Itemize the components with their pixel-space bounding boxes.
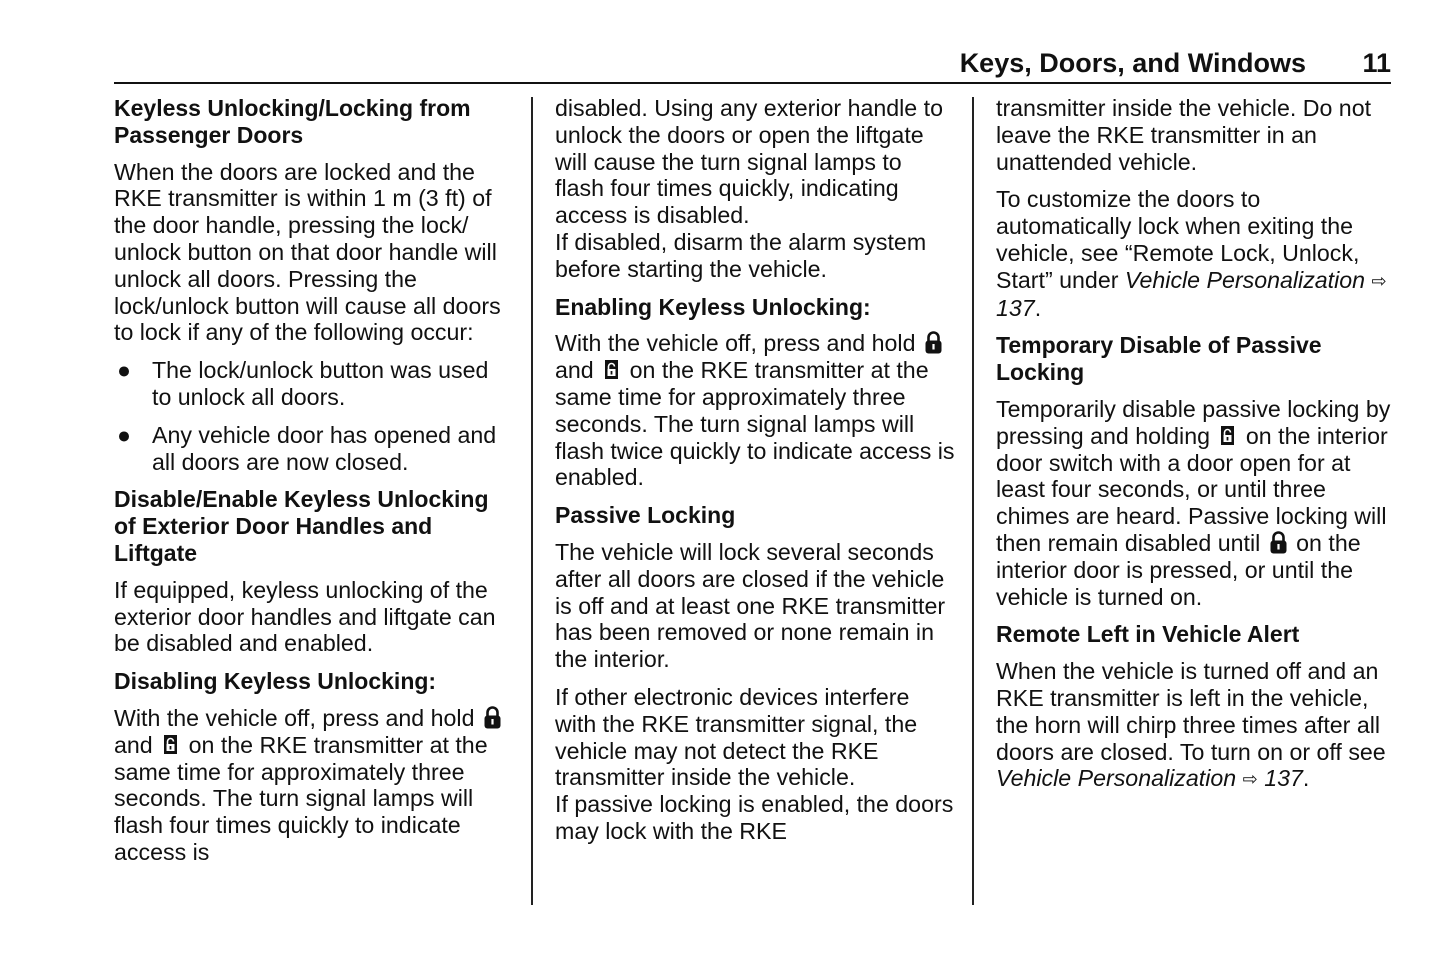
page-reference-arrow-icon: ⇨: [1371, 270, 1387, 291]
paragraph: To customize the doors to automatically lock when exiting the vehicle, see “Remote Lock, Unlock, Start” under Vehicle Personalization ⇨ 137.: [996, 186, 1387, 321]
bullet-list: [114, 357, 514, 475]
heading-remote-left-alert: Remote Left in Vehicle Alert: [996, 621, 1300, 648]
bullet-icon: ●: [117, 357, 132, 384]
column-3: [996, 95, 1396, 804]
section-title: Keys, Doors, and Windows: [959, 48, 1306, 78]
column-divider: [531, 97, 533, 905]
cross-reference-link[interactable]: Vehicle Personalization: [996, 765, 1237, 792]
heading-keyless-unlocking-passenger: Keyless Unlocking/Locking from Passenger Doors: [114, 95, 471, 148]
list-item: ● The lock/unlock button was used to unlock all doors.: [117, 357, 489, 410]
lock-icon: [483, 705, 502, 730]
paragraph: If disabled, disarm the alarm system before starting the vehicle.: [555, 228, 927, 282]
column-divider: [972, 97, 974, 905]
page-reference[interactable]: 137: [1264, 765, 1303, 792]
unlock-icon: [1218, 423, 1237, 448]
paragraph: If equipped, keyless unlocking of the exterior door handles and liftgate can be disabled and enabled.: [114, 576, 496, 657]
heading-enabling-keyless: Enabling Keyless Unlocking:: [555, 293, 871, 320]
heading-disable-enable: Disable/Enable Keyless Unlocking of Exterior Door Handles and Liftgate: [114, 486, 489, 566]
unlock-icon: [602, 357, 621, 382]
paragraph: With the vehicle off, press and hold and on the RKE transmitter at the same time for approximately three seconds. The turn signal lamps will flash four times quickly to indicate access is: [114, 705, 514, 866]
column-2: [555, 95, 955, 856]
paragraph: The vehicle will lock several seconds after all doors are closed if the vehicle is off and at least one RKE transmitter has been removed or none remain in the interior.: [555, 538, 946, 673]
page-header: [114, 44, 1391, 84]
column-1: [114, 95, 514, 877]
heading-passive-locking: Passive Locking: [555, 502, 736, 529]
page-reference-arrow-icon: ⇨: [1242, 769, 1258, 790]
paragraph: If passive locking is enabled, the doors may lock with the RKE: [555, 791, 954, 844]
page-number: 11: [1362, 48, 1391, 78]
paragraph: If other electronic devices interfere with the RKE transmitter signal, the vehicle may not detect the RKE transmitter inside the vehicle.: [555, 683, 918, 791]
paragraph: Temporarily disable passive locking by pressing and holding on the interior door switch with a door open for at least four seconds, or until three chimes are heard. Passive locking will then remain disabled until on the interior door is pressed, or until the vehicle is turned on.: [996, 395, 1391, 610]
paragraph: disabled. Using any exterior handle to unlock the doors or open the liftgate will cause the turn signal lamps to flash four times quickly, indicating access is disabled.: [555, 95, 943, 229]
cross-reference-link[interactable]: Vehicle Personalization: [1124, 266, 1366, 293]
page-reference[interactable]: 137: [996, 294, 1035, 321]
paragraph: transmitter inside the vehicle. Do not leave the RKE transmitter in an unattended vehicle.: [996, 95, 1372, 175]
paragraph: With the vehicle off, press and hold and on the RKE transmitter at the same time for approximately three seconds. The turn signal lamps will flash twice quickly to indicate access is enabled.: [555, 330, 955, 491]
lock-icon: [1269, 530, 1288, 555]
paragraph: When the doors are locked and the RKE transmitter is within 1 m (3 ft) of the door handle, pressing the lock/ unlock button on that door handle will unlock all doors. Pressing the lock/unlock button will cause all doors to lock if any of the following occur:: [114, 158, 501, 346]
heading-temporary-disable: Temporary Disable of Passive Locking: [996, 332, 1322, 386]
list-item: ● Any vehicle door has opened and all doors are now closed.: [117, 421, 497, 475]
paragraph: When the vehicle is turned off and an RKE transmitter is left in the vehicle, the horn will chirp three times after all doors are closed. To turn on or off see Vehicle Personalization ⇨ 137.: [996, 658, 1386, 792]
heading-disabling-keyless: Disabling Keyless Unlocking:: [114, 668, 437, 695]
unlock-icon: [161, 732, 180, 757]
lock-icon: [924, 330, 943, 355]
bullet-icon: ●: [117, 421, 132, 448]
